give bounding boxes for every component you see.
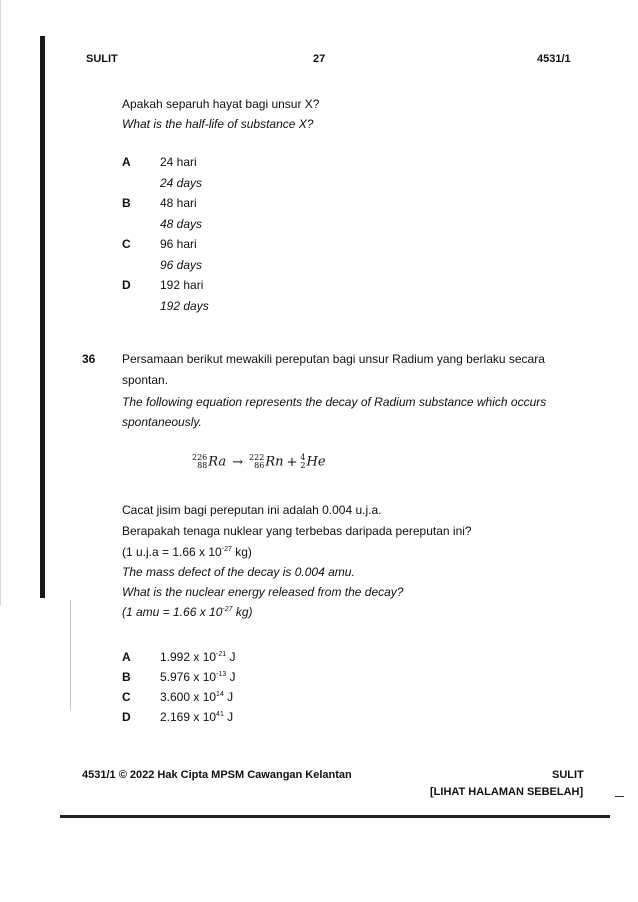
q35-option-letter: B (122, 196, 131, 210)
scan-edge-line (0, 0, 1, 606)
decay-equation (192, 454, 326, 470)
q36-conversion-malay: (1 u.j.a = 1.66 x $10^{-27}$ kg) (122, 545, 252, 559)
q35-option-english: 96 days (160, 258, 203, 272)
binding-edge-bar (40, 36, 45, 598)
q35-stem-english: What is the half-life of substance X? (122, 117, 314, 131)
product1-isotope-numbers: 222 86 (249, 453, 265, 470)
footer-rule (60, 815, 610, 818)
q36-stem-malay-line2: spontan. (122, 373, 169, 387)
paper-code: 4531/1 (537, 53, 571, 65)
q35-option-letter: C (122, 237, 131, 251)
q36-mass-defect-malay: Cacat jisim bagi pereputan ini adalah 0.004 u.j.a. (122, 503, 382, 517)
q36-option-value: 2.169 x $10^{41}$ J (160, 710, 234, 724)
header-classification: SULIT (86, 53, 118, 65)
footer-classification: SULIT (552, 769, 584, 781)
q35-option-letter: D (122, 278, 131, 292)
plus-sign: + (286, 454, 298, 470)
q36-option-letter: A (122, 650, 131, 664)
q36-option-letter: C (122, 690, 131, 704)
q36-option-value: 1.992 x $10^{-21}$ J (160, 650, 236, 664)
q35-option-malay: 96 hari (160, 237, 197, 251)
q36-option-value: 3.600 x $10^{14}$ J (160, 690, 234, 704)
q35-option-english: 192 days (160, 299, 209, 313)
reactant-isotope-numbers: 226 88 (192, 453, 208, 470)
question-number: 36 (82, 352, 96, 366)
reactant-symbol: Ra (208, 454, 227, 470)
q35-option-malay: 48 hari (160, 196, 197, 210)
q35-option-english: 24 days (160, 176, 203, 190)
product2-symbol: He (306, 454, 326, 470)
product1-symbol: Rn (265, 454, 284, 470)
footer-dash (615, 796, 624, 797)
q36-mass-defect-english: The mass defect of the decay is 0.004 amu. (122, 565, 355, 579)
scan-margin-line (70, 600, 71, 710)
footer-copyright: 4531/1 © 2022 Hak Cipta MPSM Cawangan Kelantan (82, 769, 352, 781)
q36-stem-malay-line1: Persamaan berikut mewakili pereputan bagi unsur Radium yang berlaku secara (122, 352, 545, 366)
q35-option-malay: 192 hari (160, 278, 204, 292)
q36-option-letter: B (122, 670, 131, 684)
page-number: 27 (313, 53, 326, 65)
q35-option-malay: 24 hari (160, 155, 197, 169)
q36-option-letter: D (122, 710, 131, 724)
q35-option-letter: A (122, 155, 131, 169)
q35-option-english: 48 days (160, 217, 203, 231)
q35-stem-malay: Apakah separuh hayat bagi unsur X? (122, 97, 320, 111)
arrow-icon: → (232, 454, 244, 470)
q36-option-value: 5.976 x $10^{-13}$ J (160, 670, 236, 684)
q36-stem-english-line2: spontaneously. (122, 415, 202, 429)
q36-question-malay: Berapakah tenaga nuklear yang terbebas daripada pereputan ini? (122, 524, 472, 538)
q36-conversion-english: (1 amu = 1.66 x $10^{-27}$ kg) (122, 605, 253, 619)
footer-next-page: [LIHAT HALAMAN SEBELAH] (430, 786, 584, 798)
q36-question-english: What is the nuclear energy released from the decay? (122, 585, 404, 599)
q36-stem-english-line1: The following equation represents the decay of Radium substance which occurs (122, 395, 547, 409)
product2-isotope-numbers: 4 2 (300, 453, 306, 470)
